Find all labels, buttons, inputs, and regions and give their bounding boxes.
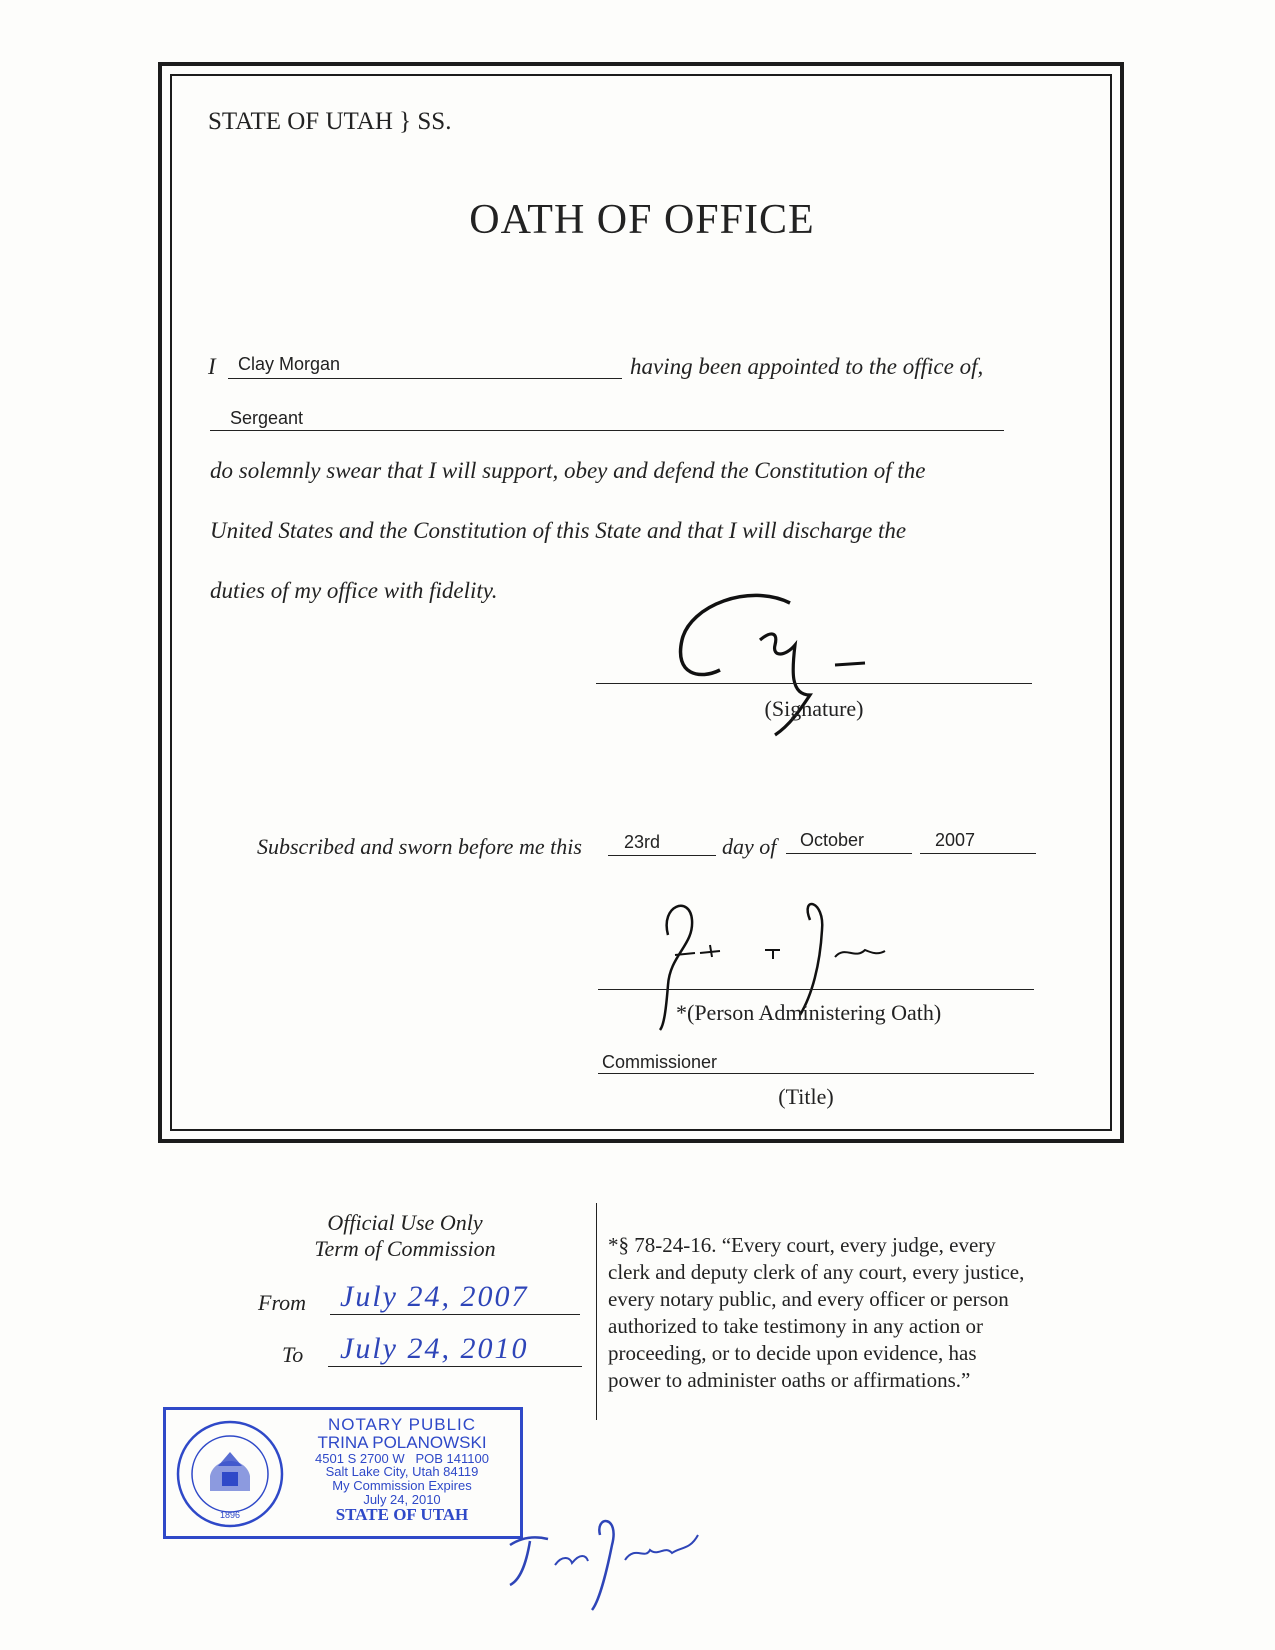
statute-line-2: clerk and deputy clerk of any court, every justice, — [608, 1260, 1025, 1284]
oath-body-line-3: duties of my office with fidelity. — [210, 578, 498, 603]
notary-stamp-text — [286, 1416, 518, 1524]
administrator-label: *(Person Administering Oath) — [676, 1000, 942, 1025]
signature-line — [596, 683, 1032, 684]
office-field: Sergeant — [230, 408, 304, 428]
notary-signature-graphic — [500, 1505, 730, 1615]
term-to-value: July 24, 2010 — [340, 1332, 529, 1365]
sworn-day-of: day of — [722, 834, 777, 859]
day-underline — [608, 855, 716, 856]
statute-text — [608, 1232, 1024, 1394]
statute-line-6: power to administer oaths or affirmations.” — [608, 1368, 971, 1392]
notary-stamp-line-5: My Commission Expires — [332, 1477, 472, 1493]
seal-year: 1896 — [219, 1510, 241, 1520]
notary-stamp-line-7: STATE OF UTAH — [335, 1505, 469, 1525]
appointee-name-field: Clay Morgan — [238, 354, 341, 374]
name-underline — [228, 378, 622, 379]
statute-line-1: *§ 78-24-16. “Every court, every judge, every — [608, 1233, 996, 1257]
document-title: OATH OF OFFICE — [469, 197, 815, 243]
term-to-underline — [328, 1366, 582, 1367]
office-underline — [210, 430, 1004, 431]
term-to-label: To — [282, 1342, 304, 1367]
administrator-signature-line — [598, 989, 1034, 990]
column-divider — [596, 1203, 597, 1420]
administrator-title-field: Commissioner — [602, 1052, 718, 1072]
notary-stamp-line-2: TRINA POLANOWSKI — [317, 1432, 487, 1452]
statute-line-5: proceeding, or to decide upon evidence, has — [608, 1341, 977, 1365]
notary-stamp-line-4: Salt Lake City, Utah 84119 — [325, 1464, 479, 1480]
oath-body-line-1: do solemnly swear that I will support, obey and defend the Constitution of the — [210, 458, 926, 483]
term-from-label: From — [258, 1290, 307, 1315]
appointed-text: having been appointed to the office of, — [630, 354, 984, 379]
term-of-commission-heading: Term of Commission — [314, 1236, 496, 1261]
notary-stamp-line-3: 4501 S 2700 W POB 141100 — [315, 1450, 489, 1466]
state-seal-icon — [174, 1416, 286, 1532]
oath-body-line-2: United States and the Constitution of this State and that I will discharge the — [210, 518, 907, 543]
state-venue-line: STATE OF UTAH } SS. — [208, 108, 452, 135]
sworn-prefix: Subscribed and sworn before me this — [257, 834, 582, 859]
oath-pronoun: I — [208, 354, 216, 379]
sworn-day-field: 23rd — [624, 832, 661, 852]
sworn-year-field: 2007 — [935, 830, 976, 850]
statute-line-3: every notary public, and every officer or person — [608, 1287, 1009, 1311]
official-use-heading: Official Use Only — [327, 1210, 483, 1235]
title-underline — [598, 1073, 1034, 1074]
sworn-month-field: October — [800, 830, 865, 850]
month-underline — [786, 853, 912, 854]
title-label: (Title) — [778, 1084, 834, 1109]
term-from-underline — [330, 1314, 580, 1315]
year-underline — [920, 853, 1036, 854]
statute-line-4: authorized to take testimony in any action or — [608, 1314, 983, 1338]
notary-stamp-line-1: NOTARY PUBLIC — [327, 1415, 477, 1434]
signature-label: (Signature) — [764, 696, 864, 721]
notary-stamp — [163, 1407, 523, 1539]
term-from-value: July 24, 2007 — [340, 1280, 529, 1313]
notary-stamp-line-6: July 24, 2010 — [363, 1491, 441, 1507]
